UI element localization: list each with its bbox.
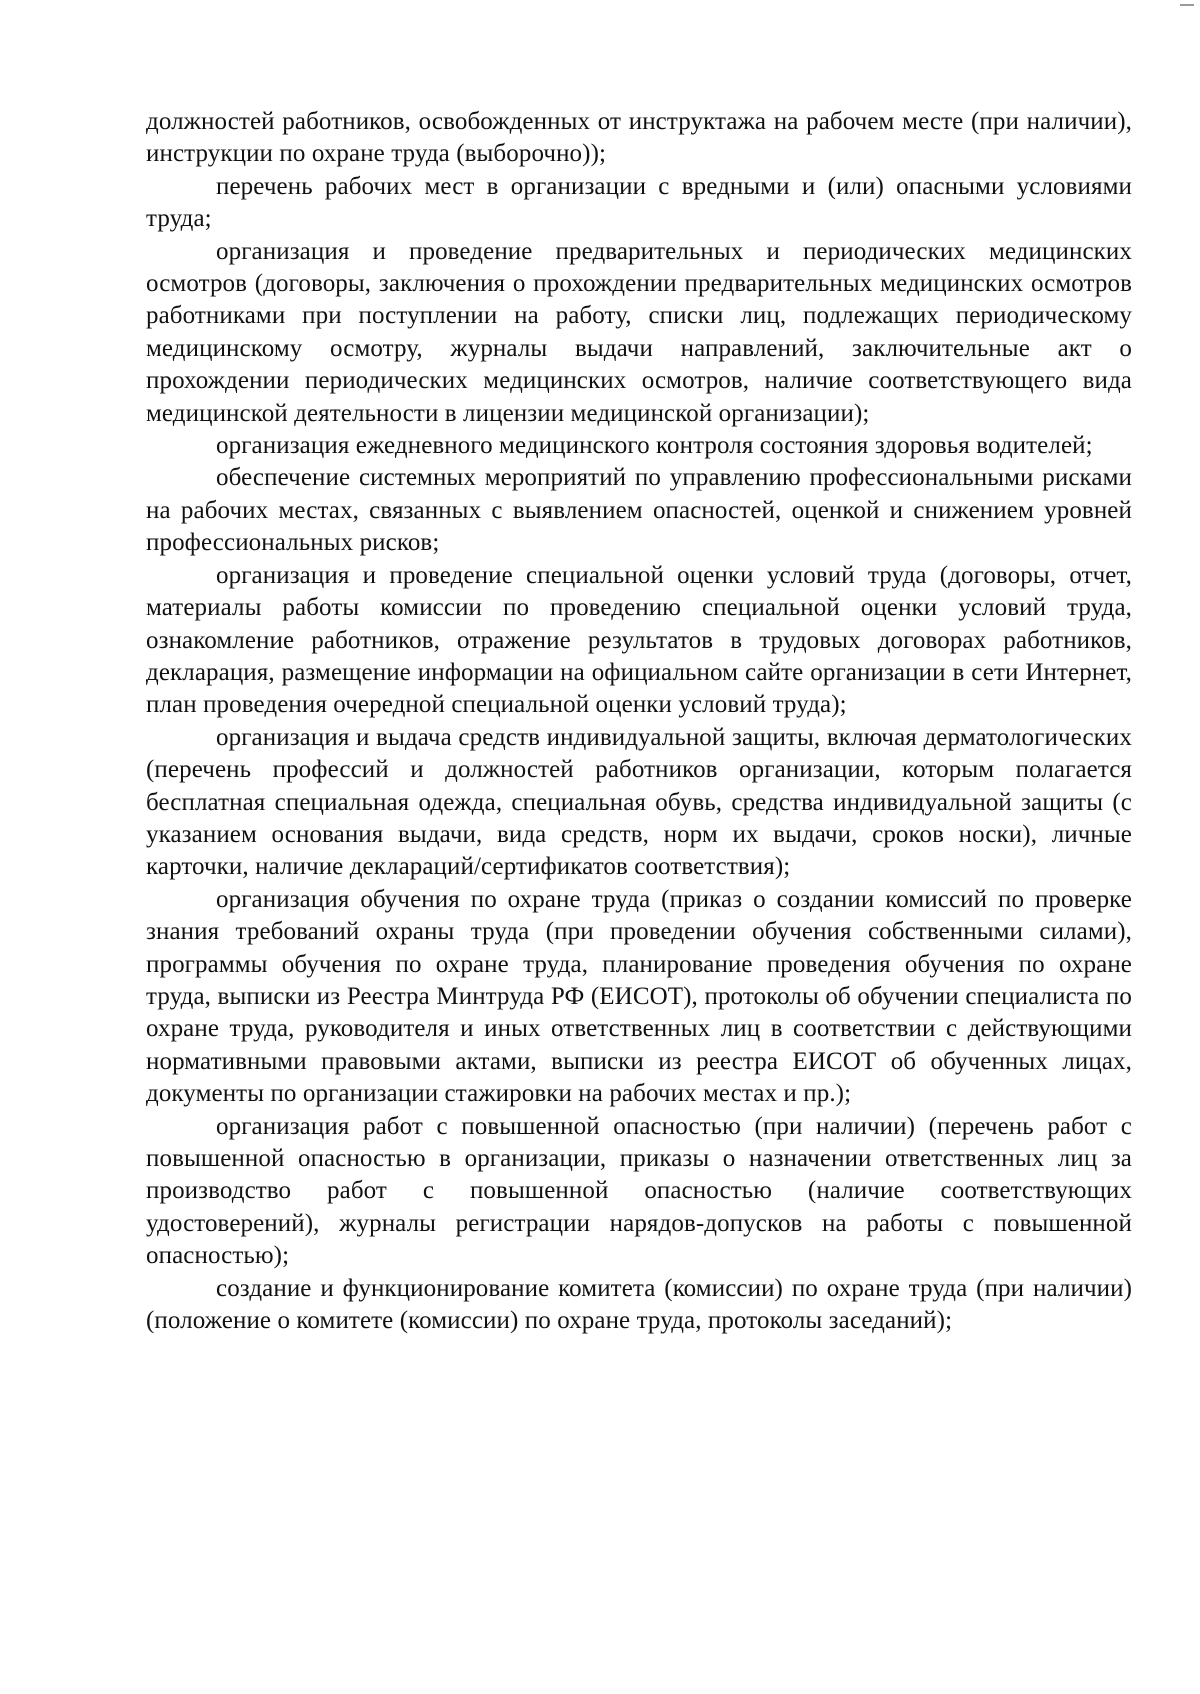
document-body <box>146 106 1132 1337</box>
paragraph-hazardous-work: организация работ с повышенной опасностью (при наличии) (перечень работ с повышенной опасностью в организации, приказы о назначении ответственных лиц за производство работ с повышенной опасностью (наличие соответствующих удостоверений), журналы регистрации нарядов-допусков на работы с повышенной опасностью); <box>146 1112 1132 1270</box>
paragraph-continuation: должностей работников, освобожденных от инструктажа на рабочем месте (при наличии), инструкции по охране труда (выборочно)); <box>146 108 1132 168</box>
scan-corner-mark <box>1180 4 1194 6</box>
paragraph-driver-medical-control: организация ежедневного медицинского контроля состояния здоровья водителей; <box>216 432 1093 460</box>
paragraph-medical-examinations: организация и проведение предварительных и периодических медицинских осмотров (договоры, заключения о прохождении предварительных медицинских осмотров работниками при поступлении на работу, списки лиц, подлежащих периодическому медицинскому осмотру, журналы выдачи направлений, заключительные акт о прохождении периодических медицинских осмотров, наличие соответствующего вида медицинской деятельности в лицензии медицинской организации); <box>146 237 1132 427</box>
paragraph-safety-committee: создание и функционирование комитета (комиссии) по охране труда (при наличии) (положение о комитете (комиссии) по охране труда, протоколы заседаний); <box>146 1274 1132 1335</box>
paragraph-protective-equipment: организация и выдача средств индивидуальной защиты, включая дерматологических (перечень профессий и должностей работников организации, которым полагается бесплатная специальная одежда, специальная обувь, средства индивидуальной защиты (с указанием основания выдачи, вида средств, норм их выдачи, сроков носки), личные карточки, наличие деклараций/сертификатов соответствия); <box>146 723 1132 881</box>
paragraph-workplaces-list: перечень рабочих мест в организации с вредными и (или) опасными условиями труда; <box>146 172 1132 233</box>
paragraph-safety-training: организация обучения по охране труда (приказ о создании комиссий по проверке знания требований охраны труда (при проведении обучения собственными силами), программы обучения по охране труда, планирование проведения обучения по охране труда, выписки из Реестра Минтруда РФ (ЕИСОТ), протоколы об обучении специалиста по охране труда, руководителя и иных ответственных лиц в соответствии с действующими нормативными правовыми актами, выписки из реестра ЕИСОТ об обученных лицах, документы по организации стажировки на рабочих местах и пр.); <box>146 885 1132 1108</box>
paragraph-risk-management: обеспечение системных мероприятий по управлению профессиональными рисками на рабочих местах, связанных с выявлением опасностей, оценкой и снижением уровней профессиональных рисков; <box>146 464 1132 557</box>
paragraph-special-assessment: организация и проведение специальной оценки условий труда (договоры, отчет, материалы работы комиссии по проведению специальной оценки условий труда, ознакомление работников, отражение результатов в трудовых договорах работников, декларация, размещение информации на официальном сайте организации в сети Интернет, план проведения очередной специальной оценки условий труда); <box>146 561 1132 719</box>
